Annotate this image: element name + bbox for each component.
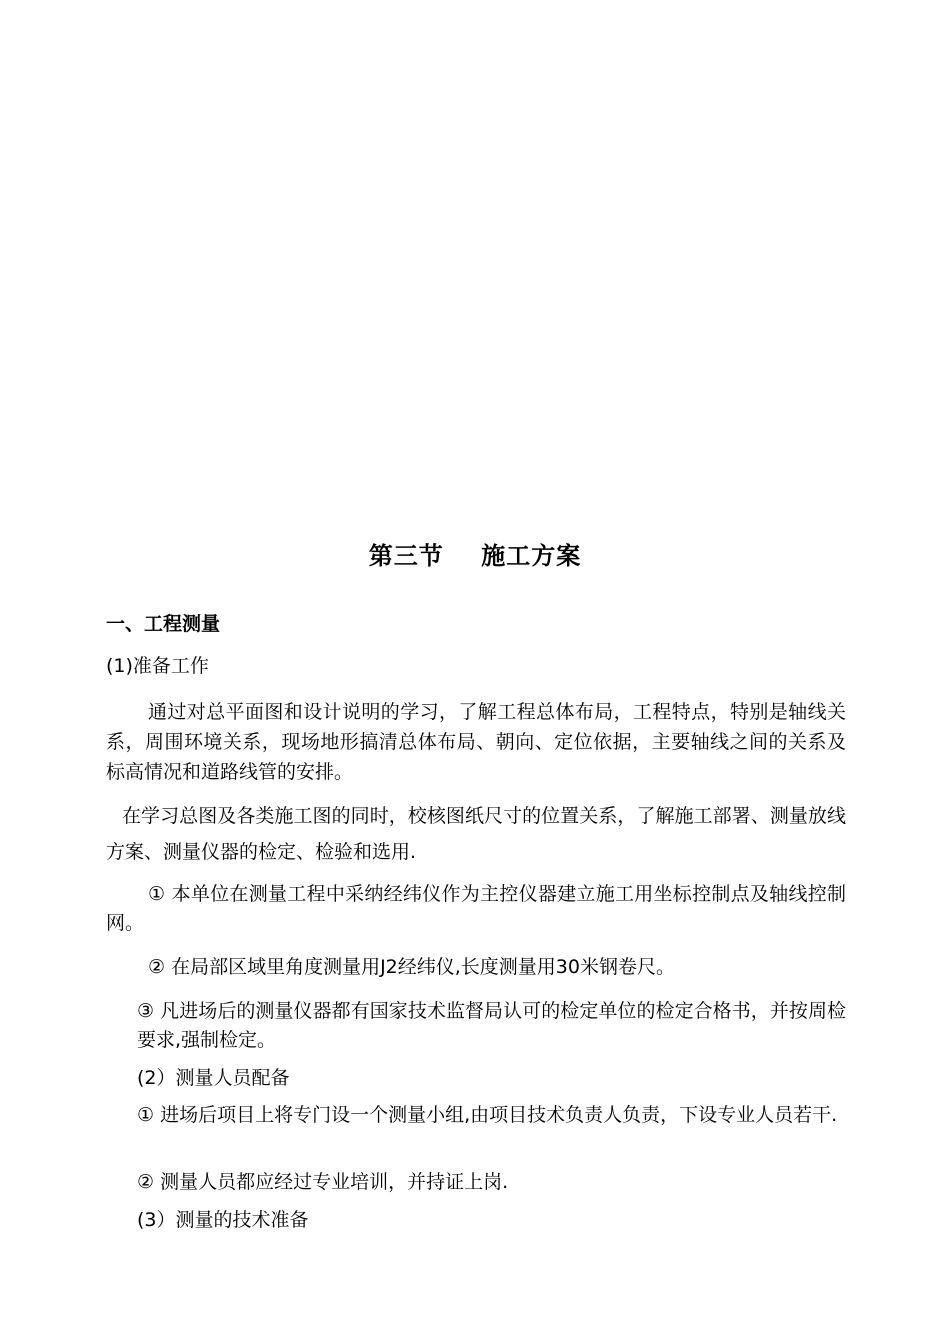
paragraph-subheading: (1)准备工作 xyxy=(106,655,209,677)
page-title: 第三节 施工方案 xyxy=(368,542,582,570)
list-item: ② 测量人员都应经过专业培训，并持证上岗. xyxy=(137,1171,509,1193)
section-heading: 一、工程测量 xyxy=(106,613,221,635)
list-item: ③ 凡进场后的测量仪器都有国家技术监督局认可的检定单位的检定合格书，并按周检要求,强制检定。 xyxy=(137,1000,846,1051)
paragraph-subheading: (2）测量人员配备 xyxy=(137,1067,290,1089)
paragraph: 在学习总图及各类施工图的同时，校核图纸尺寸的位置关系，了解施工部署、测量放线方案、测量仪器的检定、检验和选用. xyxy=(106,805,846,863)
paragraph: 通过对总平面图和设计说明的学习，了解工程总体布局，工程特点，特别是轴线关系，周围环境关系，现场地形搞清总体布局、朝向、定位依据，主要轴线之间的关系及标高情况和道路线管的安排。 xyxy=(106,701,846,783)
list-item: ① 本单位在测量工程中采纳经纬仪作为主控仪器建立施工用坐标控制点及轴线控制网。 xyxy=(106,883,846,934)
list-item: ① 进场后项目上将专门设一个测量小组,由项目技术负责人负责，下设专业人员若干. xyxy=(137,1104,838,1126)
list-item: ② 在局部区域里角度测量用J2经纬仪,长度测量用30米钢卷尺。 xyxy=(148,956,675,978)
paragraph-subheading: (3）测量的技术准备 xyxy=(137,1209,309,1231)
